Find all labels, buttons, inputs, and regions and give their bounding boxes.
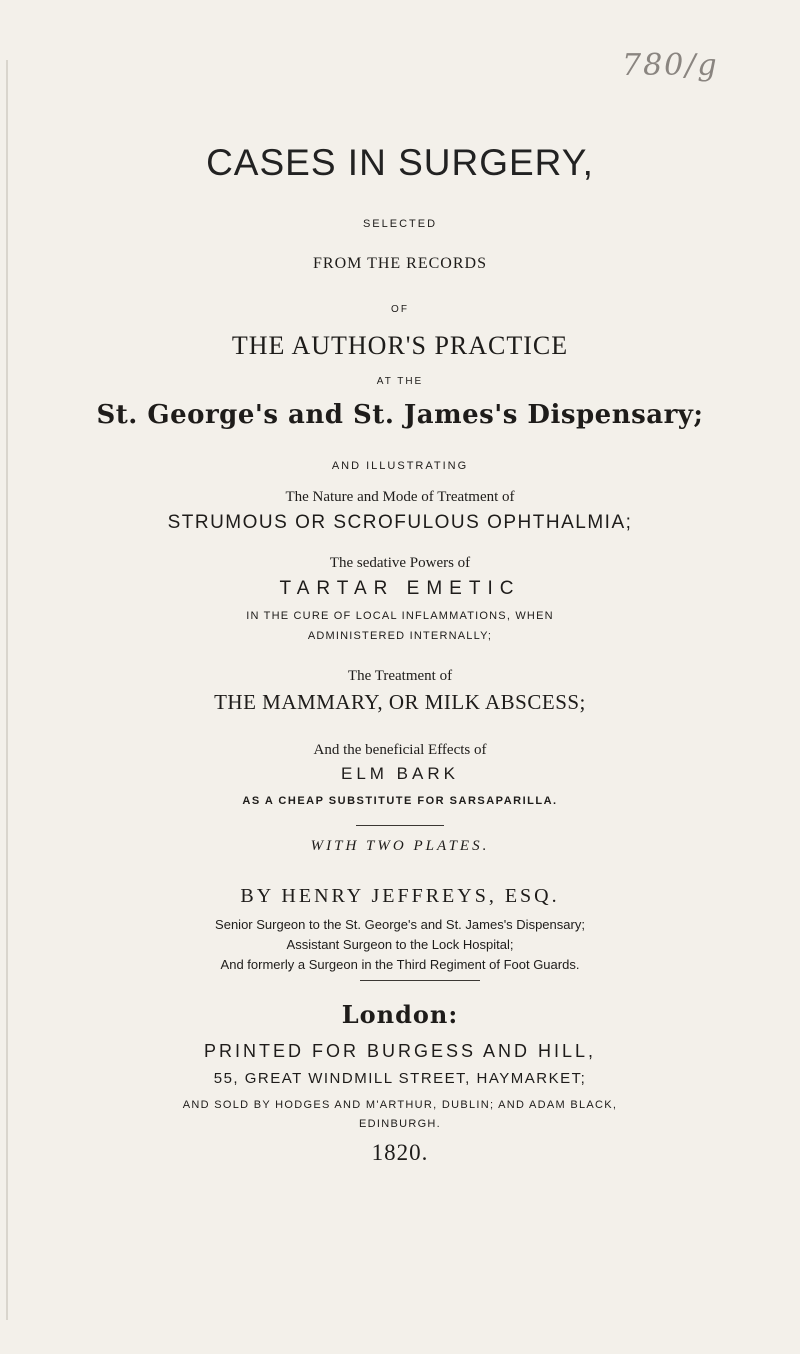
- publisher-address: 55, GREAT WINDMILL STREET, HAYMARKET;: [213, 1070, 587, 1087]
- in-the-cure-line: IN THE CURE OF LOCAL INFLAMMATIONS, WHEN: [246, 610, 554, 622]
- elm-bark-line: ELM BARK: [341, 764, 459, 783]
- author-byline: BY HENRY JEFFREYS, ESQ.: [240, 885, 560, 907]
- sold-by-line: AND SOLD BY HODGES AND M'ARTHUR, DUBLIN; AND ADAM BLACK,: [182, 1099, 618, 1111]
- at-the-line: AT THE: [376, 376, 424, 387]
- and-illustrating-line: AND ILLUSTRATING: [331, 460, 469, 472]
- administered-line: ADMINISTERED INTERNALLY;: [307, 630, 493, 642]
- edinburgh-line: EDINBURGH.: [358, 1118, 442, 1130]
- credential-senior-surgeon: Senior Surgeon to the St. George's and St. James's Dispensary;: [215, 917, 585, 932]
- from-records-line: FROM THE RECORDS: [313, 255, 487, 272]
- tartar-emetic-line: TARTAR EMETIC: [279, 578, 521, 599]
- printed-for-line: PRINTED FOR BURGESS AND HILL,: [203, 1041, 597, 1061]
- sedative-powers-line: The sedative Powers of: [329, 555, 471, 571]
- of-line: OF: [391, 304, 409, 315]
- handwritten-shelfmark: 780/g: [622, 48, 719, 83]
- plates-line: WITH TWO PLATES.: [310, 838, 490, 854]
- treatment-of-line: The Treatment of: [347, 668, 453, 684]
- dispensary-line: St. George's and St. James's Dispensary;: [96, 400, 704, 430]
- strumous-line: STRUMOUS OR SCROFULOUS OPHTHALMIA;: [167, 512, 633, 533]
- selected-line: SELECTED: [362, 218, 438, 230]
- mammary-abscess-line: THE MAMMARY, OR MILK ABSCESS;: [214, 690, 586, 714]
- substitute-line: AS A CHEAP SUBSTITUTE FOR SARSAPARILLA.: [242, 795, 558, 807]
- publication-year: 1820.: [371, 1140, 429, 1165]
- authors-practice-line: THE AUTHOR'S PRACTICE: [231, 331, 569, 360]
- main-title: CASES IN SURGERY,: [206, 142, 594, 183]
- beneficial-effects-line: And the beneficial Effects of: [313, 742, 487, 758]
- imprint-divider-rule: [360, 980, 480, 981]
- short-divider-rule: [356, 825, 444, 826]
- nature-mode-line: The Nature and Mode of Treatment of: [285, 489, 515, 505]
- imprint-city: London:: [341, 1000, 459, 1029]
- credential-foot-guards: And formerly a Surgeon in the Third Regiment of Foot Guards.: [220, 957, 580, 972]
- credential-assistant-surgeon: Assistant Surgeon to the Lock Hospital;: [286, 937, 514, 952]
